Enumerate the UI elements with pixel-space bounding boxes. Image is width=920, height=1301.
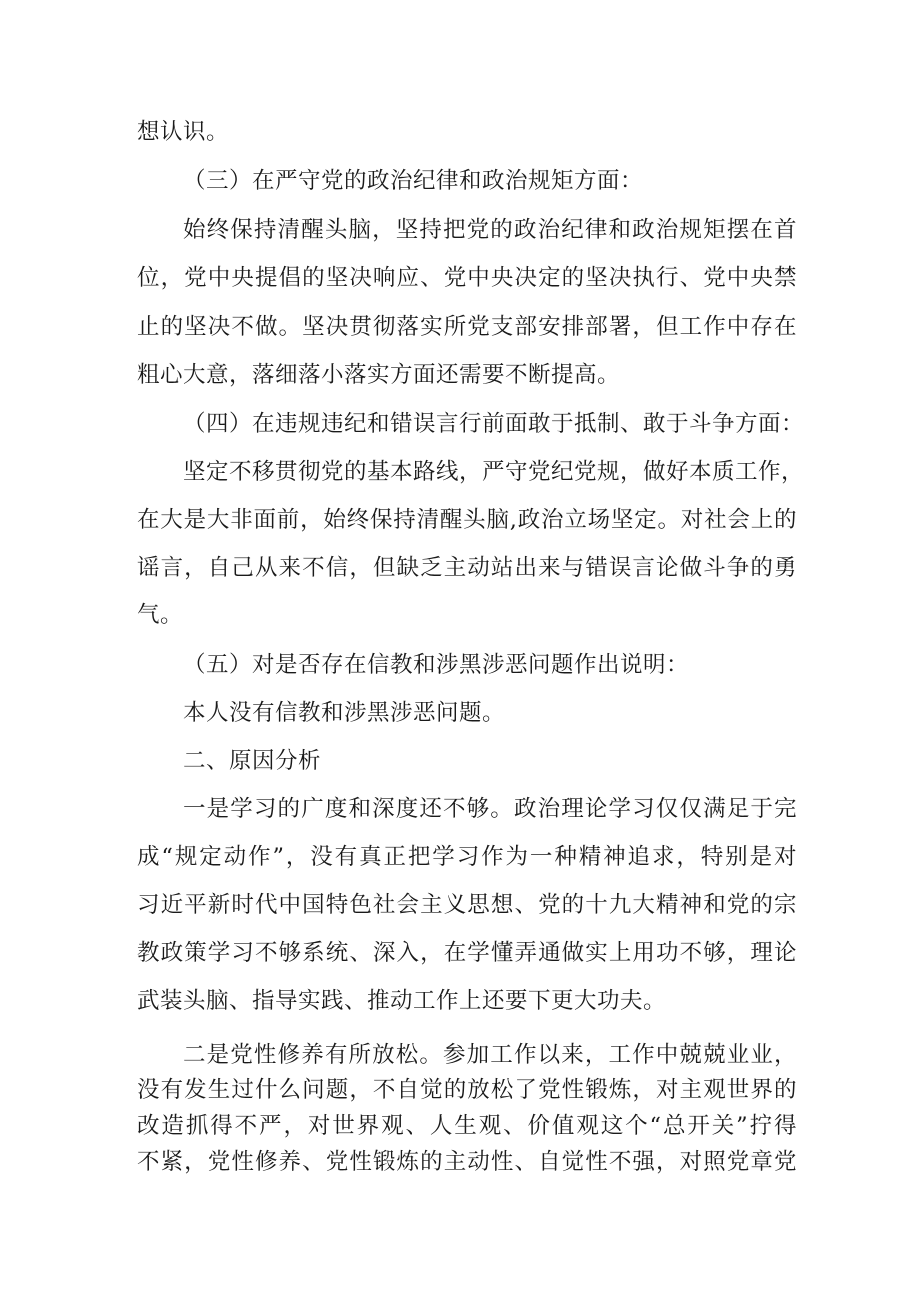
section-heading: （四）在违规违纪和错误言行前面敢于抵制、敢于斗争方面： <box>183 411 805 437</box>
paragraph-line: 不紧，党性修养、党性锻炼的主动性、自觉性不强，对照党章党 <box>137 1149 797 1175</box>
paragraph-line: 止的坚决不做。坚决贯彻落实所党支部安排部署，但工作中存在 <box>137 314 797 340</box>
paragraph-line: 位，党中央提倡的坚决响应、党中央决定的坚决执行、党中央禁 <box>137 265 797 291</box>
paragraph-line: 改造抓得不严，对世界观、人生观、价值观这个“总开关”拧得 <box>137 1113 797 1139</box>
paragraph-line: 习近平新时代中国特色社会主义思想、党的十九大精神和党的宗 <box>137 892 797 918</box>
paragraph-line: 始终保持清醒头脑，坚持把党的政治纪律和政治规矩摆在首 <box>183 217 797 243</box>
paragraph-line: 没有发生过什么问题，不自觉的放松了党性锻炼，对主观世界的 <box>137 1077 797 1103</box>
paragraph-line: 本人没有信教和涉黑涉恶问题。 <box>183 700 506 726</box>
paragraph-line: 教政策学习不够系统、深入，在学懂弄通做实上用功不够，理论 <box>137 940 797 966</box>
paragraph-line: 成“规定动作”，没有真正把学习作为一种精神追求，特别是对 <box>137 844 797 870</box>
section-heading: 二、原因分析 <box>183 748 322 774</box>
paragraph-line: 粗心大意，落细落小落实方面还需要不断提高。 <box>137 362 621 388</box>
paragraph-line: 武装头脑、指导实践、推动工作上还要下更大功夫。 <box>137 988 667 1014</box>
section-heading: （三）在严守党的政治纪律和政治规矩方面： <box>183 168 644 194</box>
paragraph-line: 气。 <box>137 602 184 628</box>
paragraph-line: 在大是大非面前，始终保持清醒头脑,政治立场坚定。对社会上的 <box>137 507 797 533</box>
paragraph-line: 坚定不移贯彻党的基本路线，严守党纪党规，做好本质工作， <box>183 459 805 485</box>
paragraph-line: 一是学习的广度和深度还不够。政治理论学习仅仅满足于完 <box>183 796 797 822</box>
paragraph-line: 谣言，自己从来不信，但缺乏主动站出来与错误言论做斗争的勇 <box>137 555 797 581</box>
paragraph-line: 二是党性修养有所放松。参加工作以来，工作中兢兢业业， <box>183 1042 797 1068</box>
paragraph-line: 想认识。 <box>137 119 230 145</box>
section-heading: （五）对是否存在信教和涉黑涉恶问题作出说明： <box>183 652 690 678</box>
